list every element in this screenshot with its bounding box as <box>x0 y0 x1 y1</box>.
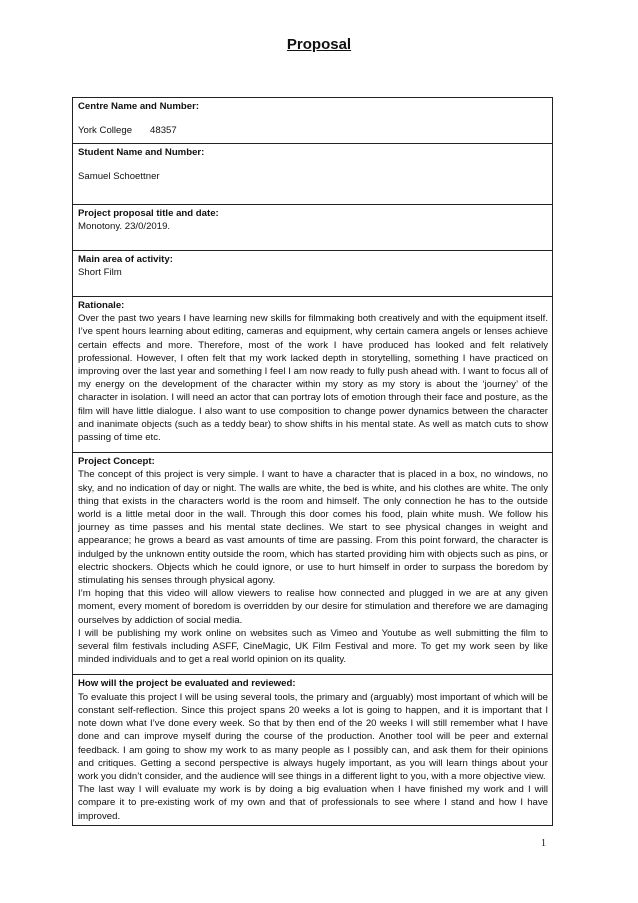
concept-paragraph: I will be publishing my work online on websites such as Vimeo and Youtube as well submitting the film to several film festivals including ASFF, CineMagic, UK Film Festival and more. To get my work seen by like minded individuals and to get a real world opinion on its quality. <box>78 627 548 666</box>
college-name: York College <box>78 125 133 137</box>
project-title-cell <box>73 205 553 251</box>
rationale-text: Over the past two years I have learning new skills for filmmaking both creatively and with the equipment itself. I’ve spent hours learning about editing, cameras and equipment, why certain camera angels or lenses achieve certain effects and more. Therefore, most of the work I have produced has looked and felt relatively professional. However, I often felt that my work lacked depth in storytelling, something I have practiced on improving over the last year and something I feel I am now ready to fully push ahead with. I want to focus all of my energy on the development of the character within my story as my story is about the ‘journey’ of the character in isolation. I will need an actor that can portray lots of emotion through their face and posture, as the film will have little dialogue. I also want to use composition to change power dynamics between the character and inanimate objects (such as a teddy bear) to show shifts in his mental state. As well as match cuts to show passing of time etc. <box>78 313 548 444</box>
page-title: Proposal <box>286 36 352 53</box>
concept-paragraph: The concept of this project is very simple. I want to have a character that is placed in a box, no windows, no sky, and no indication of day or night. The walls are white, the bed is white, and his clothes are white. The only thing that exists in the characters world is the room and himself. The only connection he has to the outside world is a little metal door in the wall. Through this door comes his food, plain white mush. We follow his journey as time passes and his mental state declines. We start to see physical changes in weight and appearance; he grows a beard as vast amounts of time are passing. From this point forward, the character is indulged by the unknown entity outside the room, which has started providing him with objects such as pins, or electric shockers. Objects which he could ignore, or use to hurt himself in order to surpass the boredom by stimulating his senses through physical agony. <box>78 469 548 587</box>
centre-label: Centre Name and Number: <box>78 101 200 112</box>
project-title-row <box>73 205 553 251</box>
concept-cell <box>73 453 553 675</box>
activity-value: Short Film <box>78 267 122 279</box>
project-title-value: Monotony. 23/0/2019. <box>78 221 171 233</box>
centre-row <box>73 98 553 144</box>
concept-label: Project Concept: <box>78 456 155 468</box>
student-name: Samuel Schoettner <box>78 171 160 183</box>
student-cell <box>73 144 553 205</box>
evaluation-label: How will the project be evaluated and reviewed: <box>78 678 296 690</box>
project-title-label: Project proposal title and date: <box>78 208 219 219</box>
rationale-row <box>73 297 553 453</box>
centre-cell <box>73 98 553 144</box>
activity-row <box>73 251 553 297</box>
activity-label: Main area of activity: <box>78 254 173 265</box>
evaluation-row <box>73 675 553 825</box>
concept-row <box>73 453 553 675</box>
activity-cell <box>73 251 553 297</box>
evaluation-paragraph: To evaluate this project I will be using several tools, the primary and (arguably) most important of which will be constant self-reflection. Since this project spans 20 weeks a lot is going to happen, and it is important that I note down what I’ve done every week. So that by then end of the 20 weeks I will still remember what I have done and can improve myself during the course of the production. Another tool will be peer and external feedback. I am going to show my work to as many people as I possibly can, and ask them for their opinions and critiques. Getting a second perspective is always hugely important, as you will learn things about your work you didn’t consider, and the audience will see things in a different light to you, with a more objective view. <box>78 691 548 782</box>
centre-value <box>78 124 548 137</box>
student-label: Student Name and Number: <box>78 147 205 158</box>
rationale-cell <box>73 297 553 453</box>
centre-number: 48357 <box>150 125 177 137</box>
rationale-label: Rationale: <box>78 300 125 311</box>
concept-paragraph: I’m hoping that this video will allow viewers to realise how connected and plugged in we are at any given moment, every moment of boredom is overridden by our desire for stimulation and therefore we are damaging ourselves by addiction of social media. <box>78 588 548 626</box>
student-row <box>73 144 553 205</box>
proposal-form <box>72 97 553 826</box>
evaluation-cell <box>73 675 553 825</box>
page-number: 1 <box>541 838 546 849</box>
evaluation-paragraph: The last way I will evaluate my work is by doing a big evaluation when I have finished my work and I will compare it to pre-existing work of my own and that of professionals to see where I stand and how I have improved. <box>78 784 548 822</box>
